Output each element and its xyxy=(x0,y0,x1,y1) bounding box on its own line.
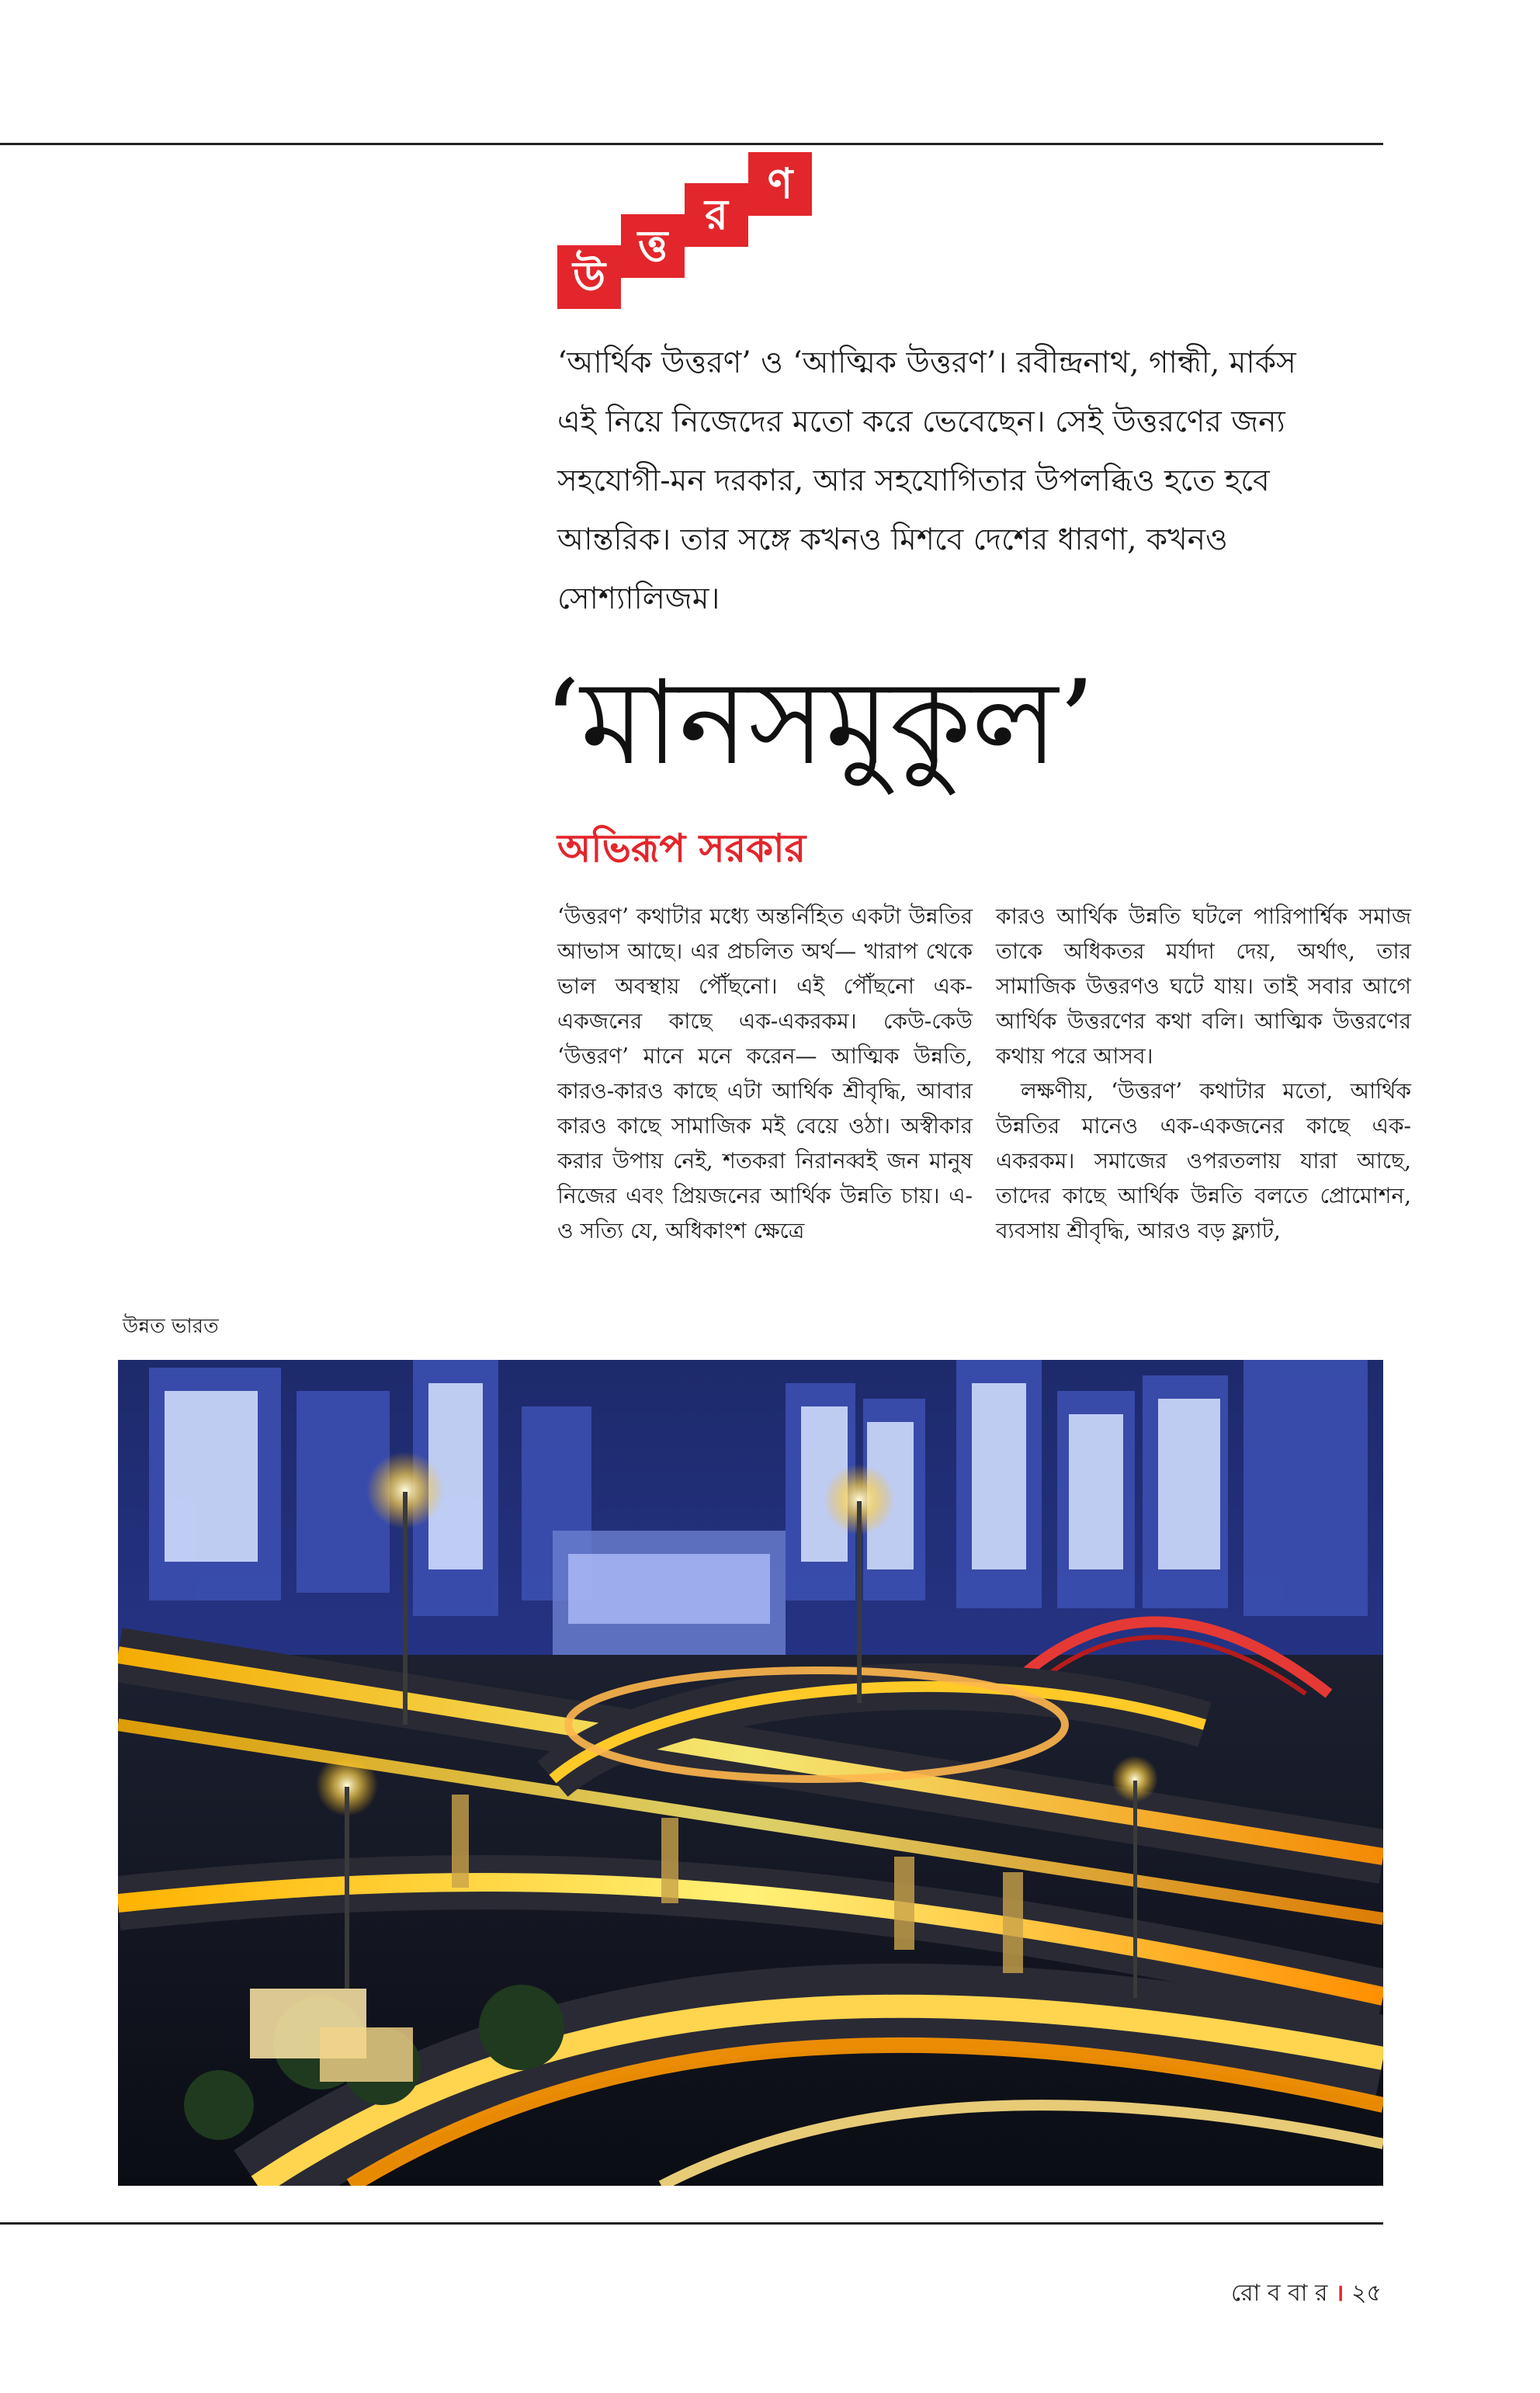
flyover-illustration xyxy=(118,1360,1383,2186)
body-column-2 xyxy=(996,899,1411,1248)
photo-caption: উন্নত ভারত xyxy=(123,1315,219,1338)
headline: ‘মানসমুকুল’ xyxy=(543,656,1095,791)
body-paragraph: কারও আর্থিক উন্নতি ঘটলে পারিপার্শ্বিক সমাজ তাকে অধিকতর মর্যাদা দেয়, অর্থাৎ, তার সামাজিক উত্তরণও ঘটে যায়। তাই সবার আগে আর্থিক উত্তরণের কথা বলি। আত্মিক উত্তরণের কথায় পরে আসব। xyxy=(996,903,1411,1069)
standfirst: ‘আর্থিক উত্তরণ’ ও ‘আত্মিক উত্তরণ’। রবীন্দ্রনাথ, গান্ধী, মার্কস এই নিয়ে নিজেদের মতো করে ভেবেছেন। সেই উত্তরণের জন্য সহযোগী-মন দরকার, আর সহযোগিতার উপলব্ধিও হতে হবে আন্তরিক। তার সঙ্গে কখনও মিশবে দেশের ধারণা, কখনও সোশ্যালিজম। xyxy=(557,345,1296,616)
body-column-1 xyxy=(557,899,973,1248)
magazine-name: রো ব বা র xyxy=(1230,2280,1328,2307)
byline: অভিরূপ সরকার xyxy=(557,825,806,871)
section-tag-letter: ণ xyxy=(748,152,812,216)
top-rule xyxy=(0,143,1383,145)
bottom-rule xyxy=(0,2222,1383,2225)
section-tag-letter: উ xyxy=(557,245,621,309)
section-tag-letter: র xyxy=(685,183,748,247)
body-paragraph: লক্ষণীয়, ‘উত্তরণ’ কথাটার মতো, আর্থিক উন্নতির মানেও এক-একজনের কাছে এক-একরকম। সমাজের ওপরতলায় যারা আছে, তাদের কাছে আর্থিক উন্নতি বলতে প্রোমোশন, ব্যবসায় শ্রীবৃদ্ধি, আরও বড় ফ্ল্যাট, xyxy=(996,1078,1411,1243)
page-number: ২৫ xyxy=(1351,2280,1382,2307)
page-folio xyxy=(1211,2274,1382,2314)
body-paragraph: ‘উত্তরণ’ কথাটার মধ্যে অন্তর্নিহিত একটা উন্নতির আভাস আছে। এর প্রচলিত অর্থ— খারাপ থেকে ভাল অবস্থায় পৌঁছনো। এই পৌঁছনো এক-একজনের কাছে এক-একরকম। কেউ-কেউ ‘উত্তরণ’ মানে মনে করেন— আত্মিক উন্নতি, কারও-কারও কাছে এটা আর্থিক শ্রীবৃদ্ধি, আবার কারও কাছে সামাজিক মই বেয়ে ওঠা। অস্বীকার করার উপায় নেই, শতকরা নিরানব্বই জন মানুষ নিজের এবং প্রিয়জনের আর্থিক উন্নতি চায়। এ-ও সত্যি যে, অধিকাংশ ক্ষেত্রে xyxy=(557,903,973,1243)
section-tag-letter: ত্ত xyxy=(621,214,685,278)
city-night-photo xyxy=(118,1360,1383,2186)
folio-separator: । xyxy=(1335,2280,1344,2307)
